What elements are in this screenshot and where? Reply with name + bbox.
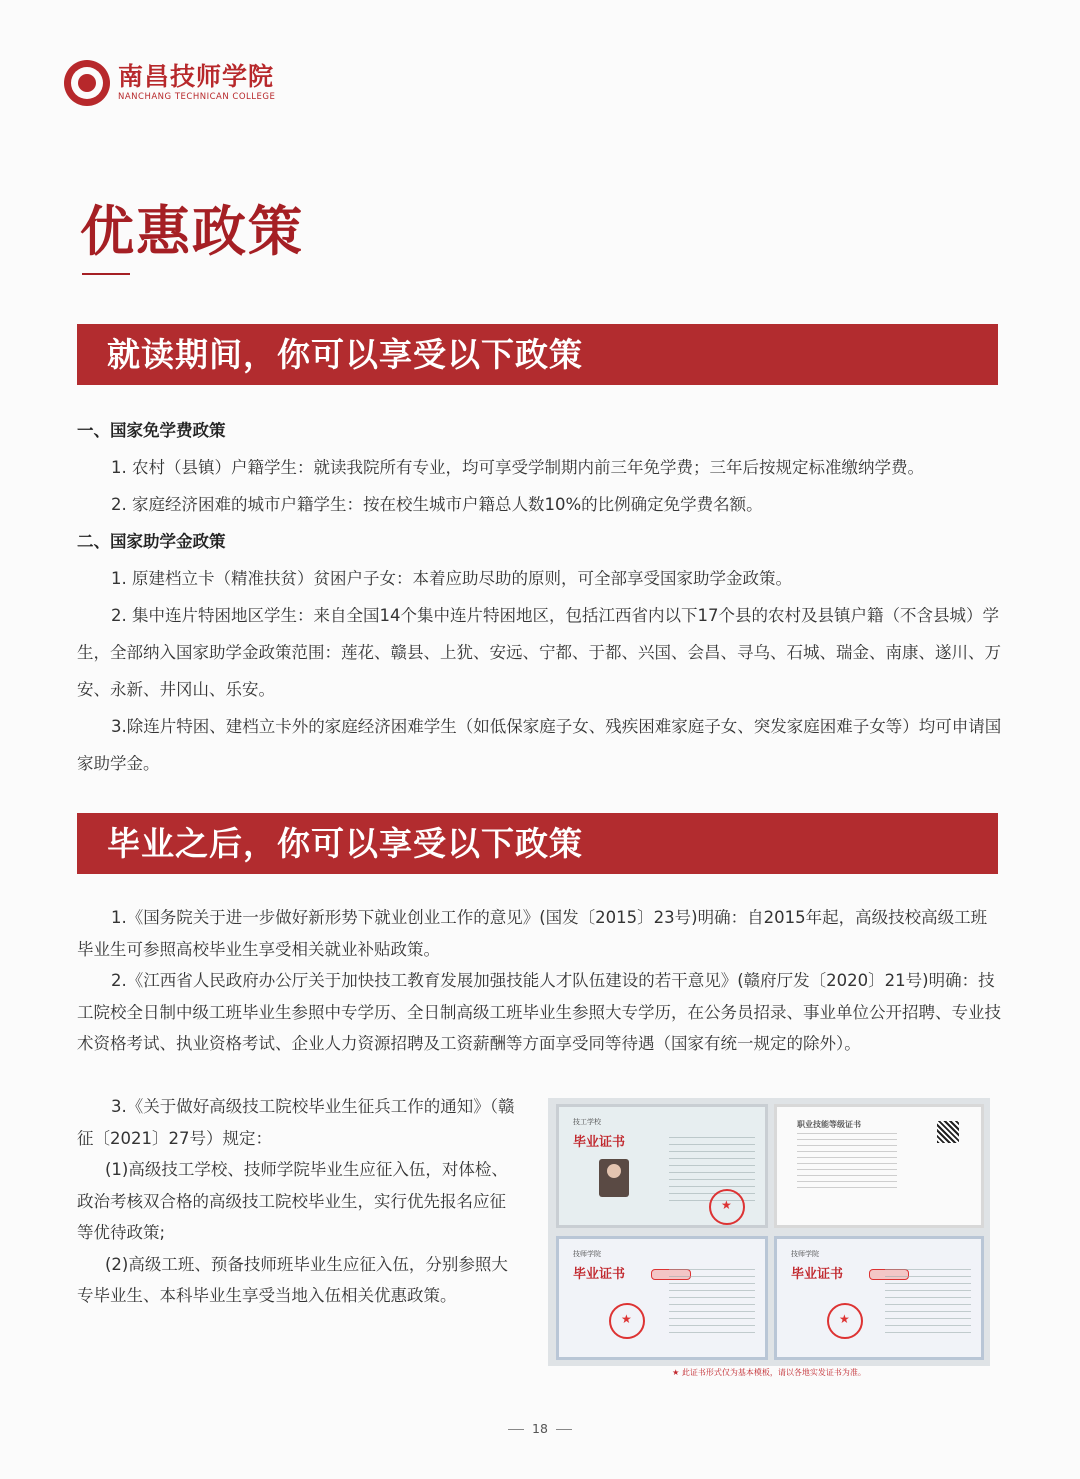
certificate-technician-college: 技师学院 毕业证书 ★: [556, 1236, 768, 1360]
official-stamp-icon: [827, 1303, 863, 1339]
certificate-samples-image: [548, 1098, 990, 1366]
list-item: 3.《关于做好高级技工院校毕业生征兵工作的通知》（赣征〔2021〕27号）规定：: [77, 1097, 515, 1148]
certificate-disclaimer: ★ 此证书形式仅为基本模板，请以各地实发证书为准。: [672, 1368, 866, 1377]
section-banner-after-graduation: 毕业之后，你可以享受以下政策: [77, 813, 998, 874]
list-item: (2)高级工班、预备技师班毕业生应征入伍，分别参照大专毕业生、本科毕业生享受当地入伍相关优惠政策。: [77, 1254, 508, 1305]
list-item: 2.《江西省人民政府办公厅关于加快技工教育发展加强技能人才队伍建设的若干意见》(赣府厅发〔2020〕21号)明确：技工院校全日制中级工班毕业生参照中专学历、全日制高级工班毕业生参照大专学历，在公务员招录、事业单位公开招聘、专业技术资格考试、执业资格考试、企业人力资源招聘及工资薪酬等方面享受同等待遇（国家有统一规定的除外）。: [77, 971, 1001, 1053]
official-stamp-icon: [609, 1303, 645, 1339]
list-item: 2. 家庭经济困难的城市户籍学生：按在校生城市户籍总人数10%的比例确定免学费名额。: [111, 495, 763, 514]
list-item: (1)高级技工学校、技师学院毕业生应征入伍，对体检、政治考核双合格的高级技工院校毕业生，实行优先报名应征等优待政策;: [77, 1160, 508, 1242]
heading-tuition-free: 一、国家免学费政策: [77, 421, 226, 440]
list-item: 1.《国务院关于进一步做好新形势下就业创业工作的意见》(国发〔2015〕23号)明确：自2015年起，高级技校高级工班毕业生可参照高校毕业生享受相关就业补贴政策。: [77, 908, 988, 959]
conscription-policy: [77, 1091, 517, 1312]
list-item: 1. 原建档立卡（精准扶贫）贫困户子女：本着应助尽助的原则，可全部享受国家助学金政策。: [111, 569, 792, 588]
portrait-photo: [599, 1159, 629, 1197]
section-during-study-body: [77, 412, 1002, 782]
list-item: 1. 农村（县镇）户籍学生：就读我院所有专业，均可享受学制期内前三年免学费；三年后按规定标准缴纳学费。: [111, 458, 924, 477]
heading-grant: 二、国家助学金政策: [77, 532, 226, 551]
section-banner-during-study: 就读期间，你可以享受以下政策: [77, 324, 998, 385]
certificate-technician-college: 技师学院 毕业证书 ★: [774, 1236, 984, 1360]
certificate-skill-level: 职业技能等级证书: [774, 1104, 984, 1228]
school-seal-icon: [64, 60, 110, 106]
page-number: 18: [0, 1421, 1080, 1436]
page-title: 优惠政策: [80, 199, 304, 263]
section-after-graduation-body: [77, 902, 1002, 1060]
list-item: 2. 集中连片特困地区学生：来自全国14个集中连片特困地区，包括江西省内以下17个县的农村及县镇户籍（不含县城）学生，全部纳入国家助学金政策范围：莲花、赣县、上犹、安远、宁都、于都、兴国、会昌、寻乌、石城、瑞金、南康、遂川、万安、永新、井冈山、乐安。: [77, 606, 1001, 699]
list-item: 3.除连片特困、建档立卡外的家庭经济困难学生（如低保家庭子女、残疾困难家庭子女、突发家庭困难子女等）均可申请国家助学金。: [77, 717, 1002, 773]
school-name-en: NANCHANG TECHNICAN COLLEGE: [118, 92, 276, 102]
school-logo: [64, 60, 275, 106]
school-name-cn: 南昌技师学院: [118, 62, 275, 91]
title-divider: [82, 273, 130, 275]
qr-code-icon: [937, 1121, 959, 1143]
official-stamp-icon: [709, 1189, 745, 1225]
certificate-technical-school: 技工学校 毕业证书 ★: [556, 1104, 768, 1228]
